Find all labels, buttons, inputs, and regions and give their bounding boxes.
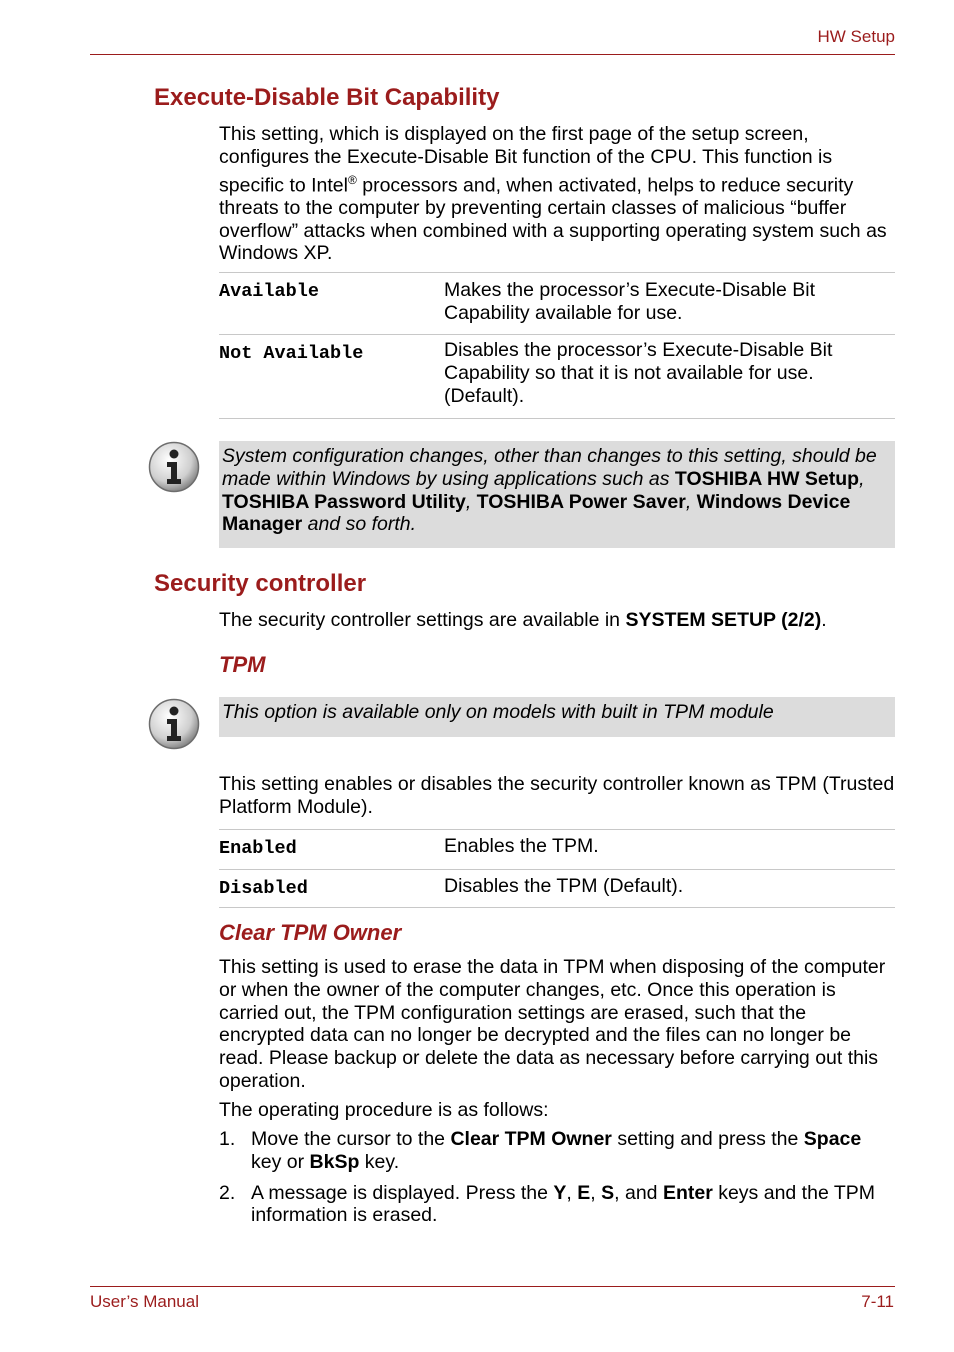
subheading-tpm: TPM	[219, 652, 266, 677]
step-text: setting and press the	[611, 1128, 804, 1150]
option-description: Enables the TPM.	[444, 835, 599, 857]
intro-text: .	[821, 609, 827, 631]
option-description: Disables the TPM (Default).	[444, 875, 684, 897]
note-text: ,	[685, 490, 697, 513]
step-text: Move the cursor to the	[251, 1128, 451, 1150]
step-text: keys and the TPM information is erased.	[251, 1181, 876, 1227]
step-text: ,	[590, 1181, 602, 1204]
procedure-steps	[219, 1128, 895, 1227]
table-row	[219, 272, 895, 334]
table-row	[219, 829, 895, 869]
tpm-description: This setting enables or disables the security controller known as TPM (Trusted Platform Module).	[219, 773, 895, 818]
app-name: TOSHIBA Password Utility	[222, 490, 466, 513]
running-header: HW Setup	[817, 27, 895, 46]
option-key: Not Available	[219, 343, 364, 364]
step-number: 1.	[219, 1128, 236, 1150]
footer-rule	[90, 1286, 895, 1287]
security-intro	[219, 609, 895, 632]
intro-text: The security controller settings are available in	[219, 609, 626, 631]
desc-text-a: This setting, which is displayed on the first page of the setup screen, configures the Execute-Disable Bit function of the CPU. This function is specific to Intel	[219, 123, 833, 197]
key-name: Enter	[662, 1181, 713, 1204]
step-text: A message is displayed. Press the	[251, 1181, 554, 1204]
note-system-configuration	[219, 441, 895, 548]
step-text: key or	[251, 1150, 310, 1173]
list-item	[219, 1128, 895, 1174]
key-name: E	[577, 1181, 591, 1204]
info-icon	[148, 441, 200, 493]
subheading-clear-tpm-owner: Clear TPM Owner	[219, 920, 402, 945]
step-text: key.	[359, 1150, 400, 1173]
option-description: Makes the processor’s Execute-Disable Bit Capability available for use.	[444, 279, 816, 324]
option-key: Enabled	[219, 838, 297, 859]
note-tpm-availability: This option is available only on models with built in TPM module	[219, 697, 895, 737]
procedure-intro: The operating procedure is as follows:	[219, 1099, 549, 1121]
list-item	[219, 1182, 895, 1228]
setup-screen-name: SYSTEM SETUP (2/2)	[625, 609, 822, 631]
section-heading-execute-disable: Execute-Disable Bit Capability	[154, 84, 500, 111]
registered-mark: ®	[347, 172, 357, 187]
step-number: 2.	[219, 1181, 236, 1204]
note-text: ,	[465, 490, 477, 513]
option-key: Available	[219, 281, 319, 302]
note-text: and so forth.	[302, 513, 417, 536]
option-description: Disables the processor’s Execute-Disable Bit Capability so that it is not available for use. (Default).	[444, 339, 833, 407]
app-name: TOSHIBA Power Saver	[476, 490, 686, 513]
setting-name: Clear TPM Owner	[450, 1128, 612, 1150]
section-heading-security-controller: Security controller	[154, 570, 367, 597]
table-row	[219, 334, 895, 419]
key-name: S	[601, 1181, 615, 1204]
key-name: Space	[803, 1128, 862, 1150]
table-row	[219, 869, 895, 908]
step-text: , and	[614, 1181, 663, 1204]
app-name: Windows Device Manager	[222, 490, 851, 536]
app-name: TOSHIBA HW Setup	[674, 467, 860, 490]
execute-disable-options-table	[219, 272, 895, 419]
option-key: Disabled	[219, 878, 308, 899]
execute-disable-description	[219, 123, 895, 265]
footer-manual-title: User’s Manual	[90, 1292, 199, 1311]
desc-text-b: processors and, when activated, helps to reduce security threats to the computer by preventing certain classes of malicious “buffer overflow” attacks when combined with a supporting operating system such as Windows XP.	[219, 174, 887, 265]
key-name: BkSp	[309, 1150, 360, 1173]
header-rule	[90, 54, 895, 55]
note-text: ,	[859, 467, 865, 490]
key-name: Y	[553, 1181, 567, 1204]
page-number: 7-11	[861, 1292, 894, 1311]
tpm-options-table	[219, 829, 895, 908]
info-icon	[148, 698, 200, 750]
clear-tpm-description: This setting is used to erase the data in TPM when disposing of the computer or when the owner of the computer changes, etc. Once this operation is carried out, the TPM configuration settings are erased, such that the encrypted data can no longer be decrypted and the files can no longer be read. Please backup or delete the data as necessary before carrying out this operation.	[219, 956, 886, 1092]
note-text: System configuration changes, other than changes to this setting, should be made within Windows by using applications such as	[222, 445, 877, 490]
step-text: ,	[566, 1181, 578, 1204]
